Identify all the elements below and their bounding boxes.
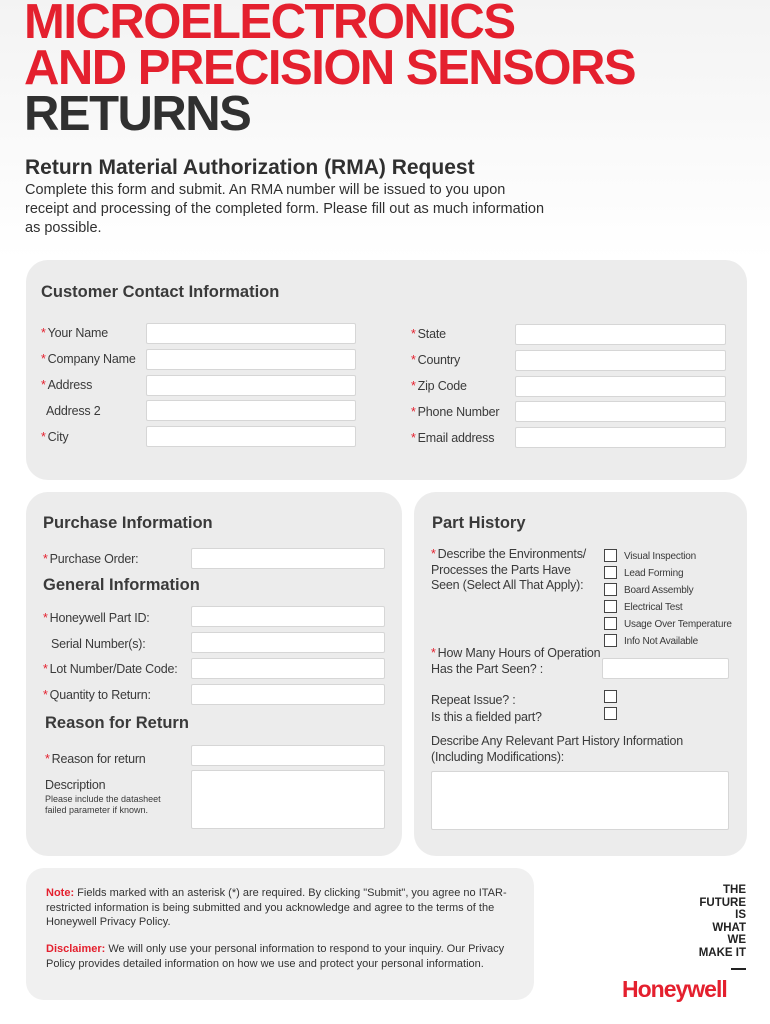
board-assembly-checkbox[interactable] <box>604 583 617 596</box>
board-assembly-label: Board Assembly <box>624 585 694 596</box>
description-input[interactable] <box>191 770 385 829</box>
address-input[interactable] <box>146 375 356 396</box>
address-2-input[interactable] <box>146 400 356 421</box>
serial-number-label: Serial Number(s): <box>51 637 146 651</box>
usage-over-temperature-label: Usage Over Temperature <box>624 619 732 630</box>
required-marker: * <box>43 611 48 625</box>
reason-title: Reason for Return <box>45 714 189 732</box>
form-title: Return Material Authorization (RMA) Request <box>25 156 475 179</box>
required-marker: * <box>411 379 416 393</box>
header-line-2: AND PRECISION SENSORS <box>24 41 636 95</box>
part-id-input[interactable] <box>191 606 385 627</box>
required-marker: * <box>43 688 48 702</box>
required-marker: * <box>411 327 416 341</box>
tagline-dash <box>731 968 746 970</box>
phone-number-label: * Phone Number <box>411 405 500 419</box>
required-marker: * <box>41 378 46 392</box>
state-input[interactable] <box>515 324 726 345</box>
general-title: General Information <box>43 576 200 594</box>
required-marker: * <box>411 431 416 445</box>
required-marker: * <box>411 405 416 419</box>
company-name-input[interactable] <box>146 349 356 370</box>
visual-inspection-label: Visual Inspection <box>624 551 697 562</box>
serial-number-input[interactable] <box>191 632 385 653</box>
your-name-input[interactable] <box>146 323 356 344</box>
disclaimer-text: Disclaimer: We will only use your personal information to respond to your inquiry. Our Privacy Policy provides detailed information on how we use and protect your personal information. <box>46 943 505 970</box>
country-label: * Country <box>411 353 461 367</box>
country-input[interactable] <box>515 350 726 371</box>
header-line-1: MICROELECTRONICS <box>24 0 515 49</box>
city-input[interactable] <box>146 426 356 447</box>
tagline: THE FUTURE IS WHAT WE MAKE IT <box>698 884 746 959</box>
zip-code-input[interactable] <box>515 376 726 397</box>
fielded-part-label: Is this a fielded part? <box>431 710 542 724</box>
honeywell-logo: Honeywell <box>622 976 727 1002</box>
reason-input[interactable] <box>191 745 385 766</box>
required-marker: * <box>43 552 48 566</box>
state-label: * State <box>411 327 446 341</box>
required-marker: * <box>431 646 436 660</box>
purchase-order-label: * Purchase Order: <box>43 552 139 566</box>
part-id-label: * Honeywell Part ID: <box>43 611 150 625</box>
description-hint: Please include the datasheet failed parameter if known. <box>45 794 161 815</box>
your-name-label: * Your Name <box>41 326 108 340</box>
phone-number-input[interactable] <box>515 401 726 422</box>
company-name-label: * Company Name <box>41 352 136 366</box>
repeat-issue-label: Repeat Issue? : <box>431 693 516 707</box>
email-input[interactable] <box>515 427 726 448</box>
note-text: Note: Fields marked with an asterisk (*) are required. By clicking "Submit", you agree no ITAR-restricted information is being submitted and you acknowledge and agree to the terms of the Honeywell Privacy Policy. <box>46 887 507 928</box>
lead-forming-checkbox[interactable] <box>604 566 617 579</box>
required-marker: * <box>411 353 416 367</box>
lot-number-label: * Lot Number/Date Code: <box>43 662 178 676</box>
repeat-issue-checkbox[interactable] <box>604 690 617 703</box>
quantity-input[interactable] <box>191 684 385 705</box>
usage-over-temperature-checkbox[interactable] <box>604 617 617 630</box>
electrical-test-checkbox[interactable] <box>604 600 617 613</box>
relevant-history-label: Describe Any Relevant Part History Information (Including Modifications): <box>431 734 684 764</box>
lead-forming-label: Lead Forming <box>624 568 684 579</box>
info-not-available-label: Info Not Available <box>624 636 699 647</box>
required-marker: * <box>41 430 46 444</box>
quantity-label: * Quantity to Return: <box>43 688 151 702</box>
address-2-label: Address 2 <box>46 404 101 418</box>
lot-number-input[interactable] <box>191 658 385 679</box>
relevant-history-input[interactable] <box>431 771 729 830</box>
hours-label: * How Many Hours of Operation Has the Part Seen? : <box>431 646 601 676</box>
required-marker: * <box>41 352 46 366</box>
environments-label: * Describe the Environments/ Processes the Parts Have Seen (Select All That Apply): <box>431 547 587 592</box>
part-history-title: Part History <box>432 514 526 532</box>
required-marker: * <box>41 326 46 340</box>
email-label: * Email address <box>411 431 495 445</box>
contact-title: Customer Contact Information <box>41 283 280 301</box>
zip-code-label: * Zip Code <box>411 379 467 393</box>
header-line-3: RETURNS <box>24 87 251 141</box>
purchase-order-input[interactable] <box>191 548 385 569</box>
info-not-available-checkbox[interactable] <box>604 634 617 647</box>
required-marker: * <box>43 662 48 676</box>
purchase-title: Purchase Information <box>43 514 213 532</box>
required-marker: * <box>45 752 50 766</box>
fielded-part-checkbox[interactable] <box>604 707 617 720</box>
required-marker: * <box>431 547 436 561</box>
reason-label: * Reason for return <box>45 752 146 766</box>
electrical-test-label: Electrical Test <box>624 602 683 613</box>
address-label: * Address <box>41 378 93 392</box>
visual-inspection-checkbox[interactable] <box>604 549 617 562</box>
hours-input[interactable] <box>602 658 729 679</box>
form-intro: Complete this form and submit. An RMA number will be issued to you upon receipt and processing of the completed form. Please fill out as much information as possible. <box>25 182 545 236</box>
city-label: * City <box>41 430 69 444</box>
description-label: Description <box>45 778 106 792</box>
